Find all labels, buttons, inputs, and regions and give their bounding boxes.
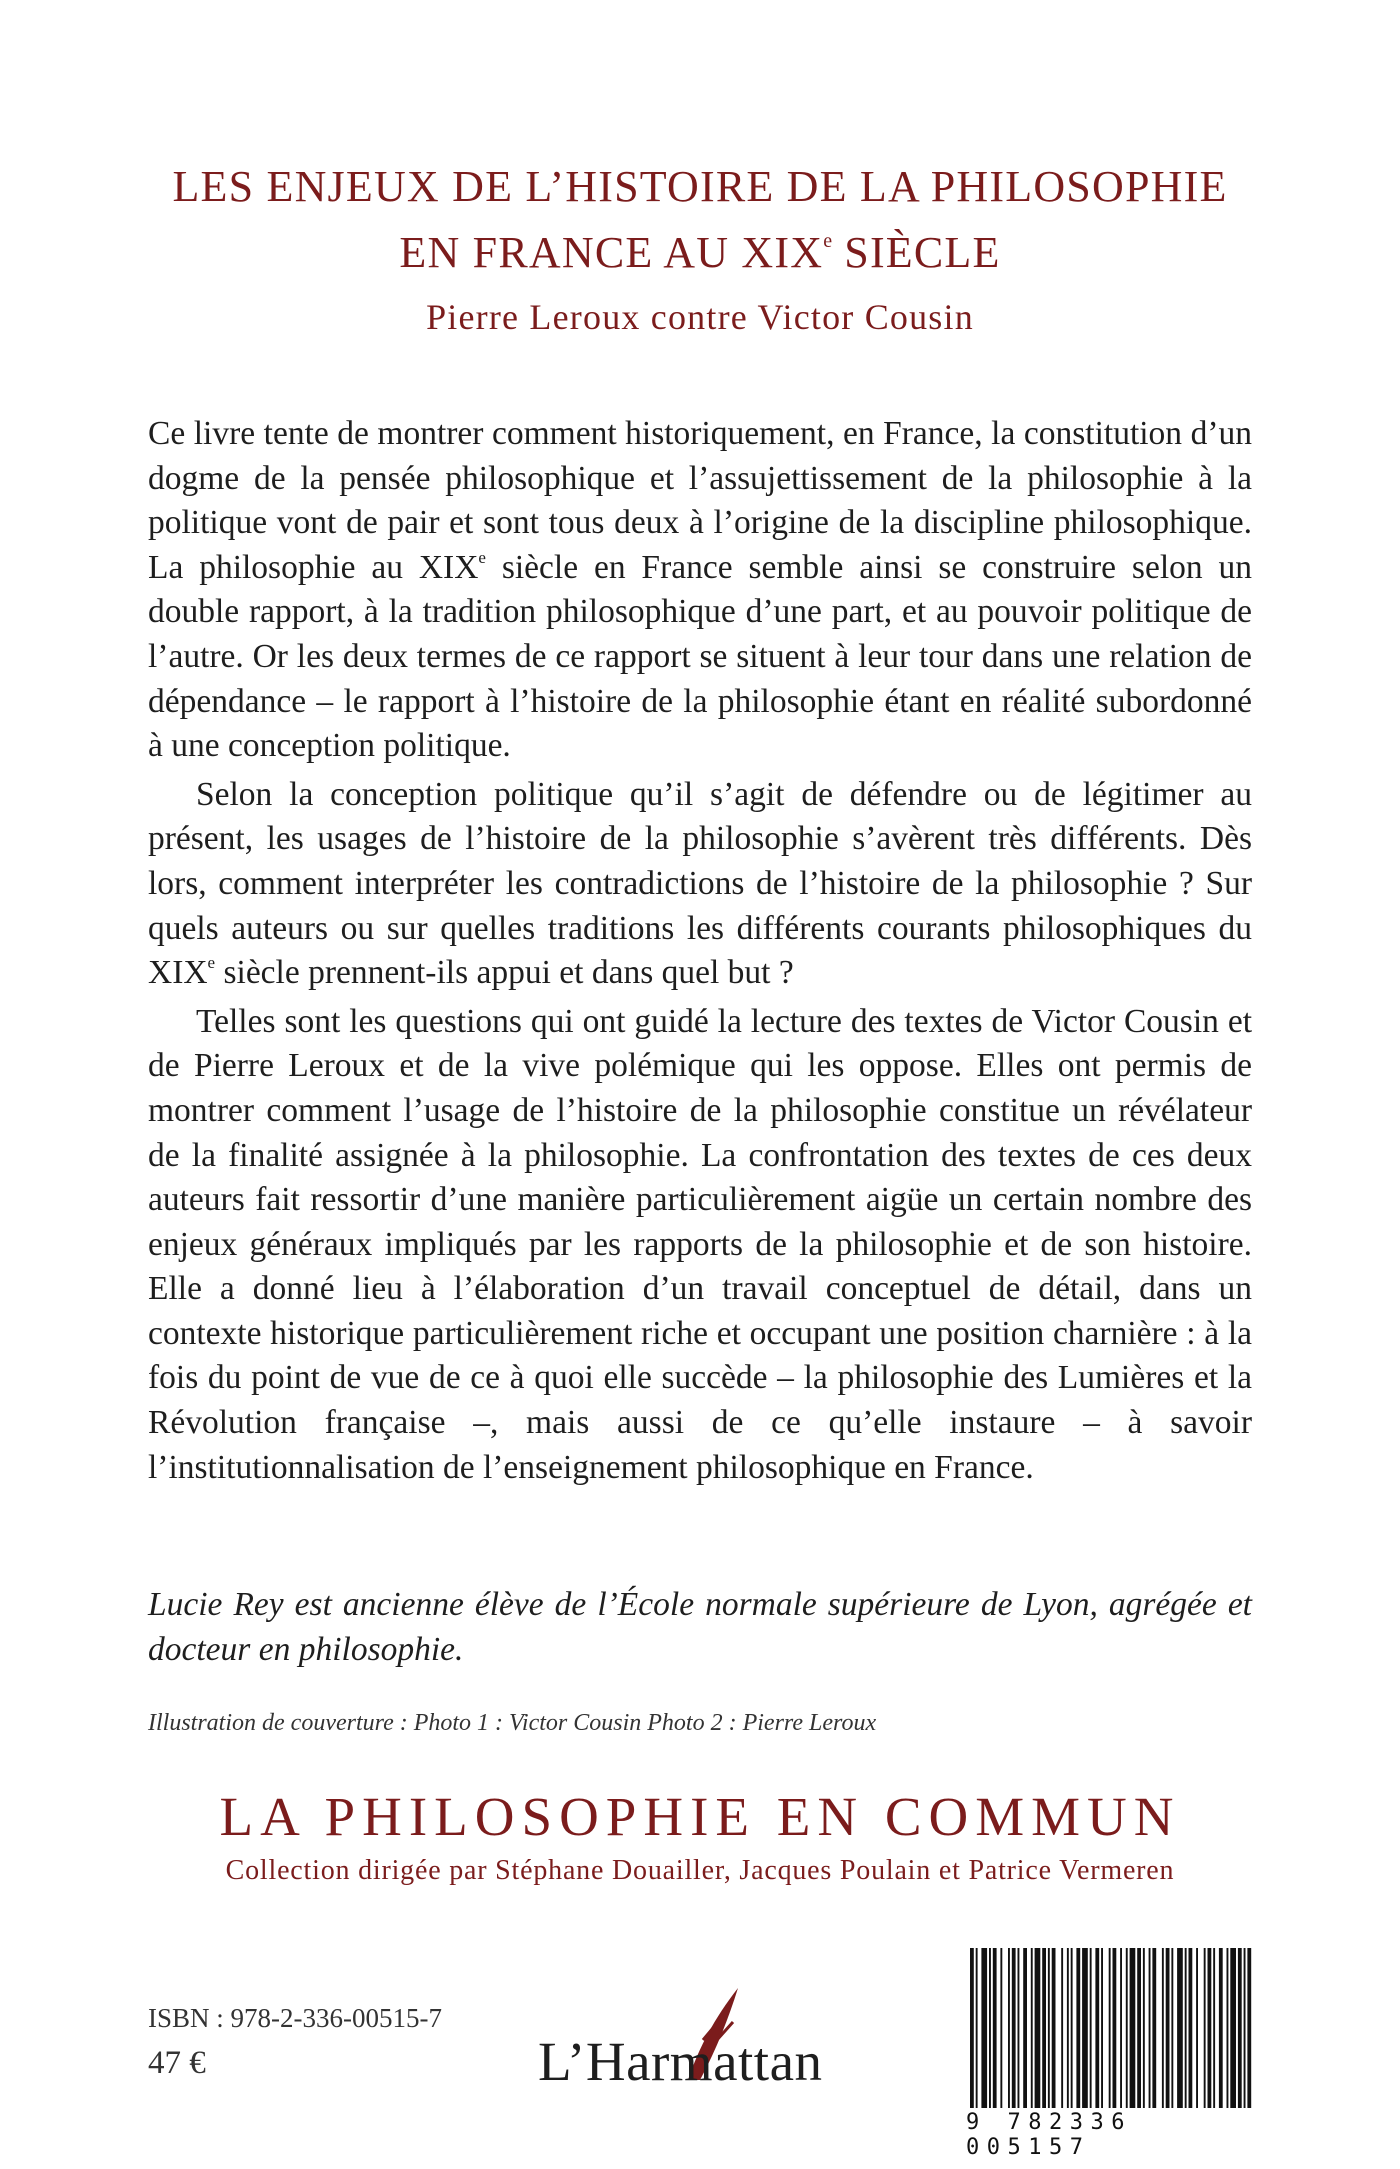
title-line-2 [399, 228, 1000, 277]
barcode-bar [1213, 1948, 1215, 2108]
barcode-bar [1227, 1948, 1229, 2108]
barcode-bar [1166, 1948, 1170, 2108]
publisher-logo [538, 1980, 858, 2090]
barcode-bar [1095, 1948, 1099, 2108]
barcode-bar [1042, 1948, 1046, 2108]
p2-superscript: e [207, 953, 216, 973]
barcode-bar [1204, 1948, 1206, 2108]
barcode-bar [1130, 1948, 1136, 2108]
title-line-2-post: SIÈCLE [832, 228, 1001, 277]
barcode-bar [1090, 1948, 1092, 2108]
barcode-bar [1018, 1948, 1020, 2108]
barcode-bar [1219, 1948, 1223, 2108]
barcode-bar [1244, 1948, 1246, 2108]
barcode-icon [970, 1948, 1252, 2108]
barcode-bar [1052, 1948, 1056, 2108]
barcode-bar [1247, 1948, 1251, 2108]
barcode-bar [1035, 1948, 1041, 2108]
barcode-bar [1031, 1948, 1033, 2108]
p2-text-a: Selon la conception politique qu’il s’agit de défendre ou de légitimer au présent, les usages de l’histoire de la philosophie s’avèrent très différents. Dès lors, comment interpréter les contradictions de l’histoire de la philosophie ? Sur quels auteurs ou sur quelles traditions les différents courants philosophiques du XIX [148, 775, 1252, 992]
p2-text-b: siècle prennent-ils appui et dans quel but ? [215, 954, 794, 992]
collection-directors: Collection dirigée par Stéphane Douailler, Jacques Poulain et Patrice Vermeren [225, 1855, 1175, 1886]
barcode-bar [1208, 1948, 1212, 2108]
barcode-bar [1149, 1948, 1151, 2108]
barcode-bar [1120, 1948, 1122, 2108]
barcode-bar [1113, 1948, 1117, 2108]
barcode-bar [1189, 1948, 1193, 2108]
barcode-bar [1196, 1948, 1198, 2108]
barcode-bar [1101, 1948, 1103, 2108]
barcode-bar [1067, 1948, 1069, 2108]
p1-text-b: siècle en France semble ainsi se construire selon un double rapport, à la tradition philosophique d’une part, et au pouvoir politique de l’autre. Or les deux termes de ce rapport se situent à leur tour dans une relation de dépendance – le rapport à l’histoire de la philosophie étant en réalité subordonné à une conception politique. [148, 548, 1252, 765]
barcode-bar [970, 1948, 974, 2108]
barcode-bar [1137, 1948, 1141, 2108]
barcode-bar [1162, 1948, 1164, 2108]
barcode-bar [1000, 1948, 1002, 2108]
barcode-bar [1061, 1948, 1063, 2108]
cover-illustration-credit: Illustration de couverture : Photo 1 : Victor Cousin Photo 2 : Pierre Leroux [148, 1710, 877, 1736]
barcode-bar [1082, 1948, 1088, 2108]
barcode-bar [1126, 1948, 1128, 2108]
barcode-digits: 9 782336 005157 [966, 2110, 1132, 2160]
cover-header [0, 160, 1400, 338]
p1-superscript: e [478, 547, 486, 567]
price: 47 € [148, 2045, 206, 2081]
barcode-bar [1185, 1948, 1187, 2108]
blurb-paragraph-3: Telles sont les questions qui ont guidé la lecture des textes de Victor Cousin et de Pierre Leroux et de la vive polémique qui les oppose. Elles ont permis de montrer comment l’usage de l’histoire de la philosophie constitue un révélateur de la finalité assignée à la philosophie. La confrontation des textes de ces deux auteurs fait ressortir d’une manière particulièrement aigüe un certain nombre des enjeux généraux impliqués par les rapports de la philosophie et de son histoire. Elle a donné lieu à l’élaboration d’un travail conceptuel de détail, dans un contexte historique particulièrement riche et occupant une position charnière : à la fois du point de vue de ce à quoi elle succède – la philosophie des Lumières et la Révolution française –, mais aussi de ce qu’elle instaure – à savoir l’institutionnalisation de l’enseignement philosophique en France. [148, 1002, 1252, 1486]
barcode-bar [1230, 1948, 1236, 2108]
book-subtitle: Pierre Leroux contre Victor Cousin [426, 297, 974, 337]
barcode-bar [1071, 1948, 1073, 2108]
barcode-bar [1008, 1948, 1010, 2108]
blurb-paragraph-1 [148, 412, 1252, 769]
barcode-bar [1109, 1948, 1111, 2108]
barcode-bar [989, 1948, 991, 2108]
barcode-bar [1238, 1948, 1242, 2108]
blurb [148, 412, 1252, 1494]
title-line-1: LES ENJEUX DE L’HISTOIRE DE LA PHILOSOPHIE [172, 162, 1228, 211]
barcode-bar [1177, 1948, 1183, 2108]
title-superscript: e [823, 230, 833, 252]
barcode-bar [1143, 1948, 1145, 2108]
barcode-bar [976, 1948, 978, 2108]
blurb-paragraph-2 [148, 773, 1252, 996]
publisher-name: L’Harmattan [538, 2031, 823, 2092]
collection-name: LA PHILOSOPHIE EN COMMUN [219, 1786, 1181, 1847]
barcode-bar [1171, 1948, 1173, 2108]
book-title [0, 160, 1400, 280]
barcode-bar [1152, 1948, 1156, 2108]
barcode-bar [1023, 1948, 1027, 2108]
barcode-bar [1076, 1948, 1080, 2108]
isbn: ISBN : 978-2-336-00515-7 [148, 2003, 442, 2033]
barcode-bar [1012, 1948, 1016, 2108]
title-line-2-pre: EN FRANCE AU XIX [399, 228, 824, 277]
barcode-bar [1048, 1948, 1050, 2108]
barcode-bar [981, 1948, 987, 2108]
barcode-bar [993, 1948, 997, 2108]
author-bio: Lucie Rey est ancienne élève de l’École normale supérieure de Lyon, agrégée et docteur en philosophie. [148, 1586, 1252, 1668]
p1-text-a: Ce livre tente de montrer comment historiquement, en France, la constitution d’un dogme de la pensée philosophique et l’assujettissement de la philosophie à la politique vont de pair et sont tous deux à l’origine de la discipline philosophique. La philosophie au XIX [148, 415, 1252, 586]
